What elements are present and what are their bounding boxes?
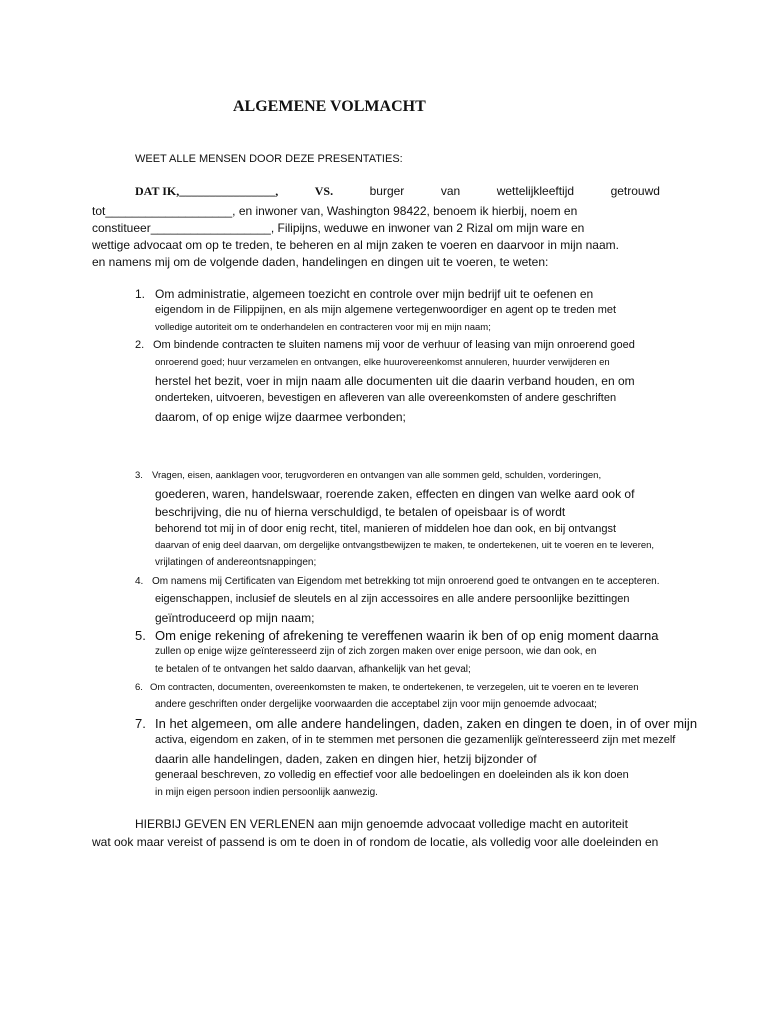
vs-label: VS. — [314, 184, 334, 198]
list-item-line: andere geschriften onder dergelijke voorwaarden die acceptabel zijn voor mijn genoemde advocaat; — [155, 699, 597, 710]
list-item-line: generaal beschreven, zo volledig en effectief voor alle bedoelingen en doeleinden als ik kon doen — [155, 769, 629, 781]
item-number: 7. — [135, 716, 146, 731]
paragraph-line: wettige advocaat om op te treden, te beheren en al mijn zaken te voeren en daarvoor in mijn naam. — [92, 238, 619, 252]
list-item-line: Om namens mij Certificaten van Eigendom met betrekking tot mijn onroerend goed te ontvangen en te accepteren. — [152, 576, 660, 587]
list-item-line: eigendom in de Filippijnen, en als mijn algemene vertegenwoordiger en agent op te treden met — [155, 304, 617, 316]
dat-ik-label: DAT IK,________________, — [135, 184, 279, 198]
item-number: 6. — [135, 682, 143, 693]
word-burger: burger — [369, 184, 405, 198]
list-item-line — [155, 288, 700, 300]
grantor-line — [135, 185, 660, 197]
list-item-line: in mijn eigen persoon indien persoonlijk aanwezig. — [155, 787, 378, 798]
list-item-line: daarin alle handelingen, daden, zaken en dingen hier, hetzij bijzonder of — [155, 752, 537, 766]
word-wettelijkleeftijd: wettelijkleeftijd — [496, 184, 575, 198]
list-item-line: goederen, waren, handelswaar, roerende zaken, effecten en dingen van welke aard ook of — [155, 487, 635, 501]
list-item-line: beschrijving, die nu of hierna verschuldigd, te betalen of opeisbaar is of wordt — [155, 505, 566, 519]
item-number: 4. — [135, 576, 144, 587]
item-number: 1. — [135, 287, 146, 301]
closing-line: wat ook maar vereist of passend is om te doen in of rondom de locatie, als volledig voor alle doeleinden en — [92, 835, 659, 849]
closing-line: HIERBIJ GEVEN EN VERLENEN aan mijn genoemde advocaat volledige macht en autoriteit — [135, 817, 628, 831]
intro-line: WEET ALLE MENSEN DOOR DEZE PRESENTATIES: — [135, 153, 403, 165]
list-item-line: volledige autoriteit om te onderhandelen en contracteren voor mij en mijn naam; — [155, 322, 491, 333]
list-item-text: Om administratie, algemeen toezicht en controle over mijn bedrijf uit te oefenen en — [155, 287, 594, 301]
list-item-line: vrijlatingen of andereontsnappingen; — [155, 557, 317, 568]
list-item-line: onroerend goed; huur verzamelen en ontvangen, elke huurovereenkomst annuleren, huurder verwijderen en — [155, 357, 610, 368]
list-item-line: geïntroduceerd op mijn naam; — [155, 611, 315, 625]
list-item-line: In het algemeen, om alle andere handelingen, daden, zaken en dingen te doen, in of over mijn — [155, 716, 698, 731]
item-number: 2. — [135, 339, 145, 351]
list-item-line: activa, eigendom en zaken, of in te stemmen met personen die gezamenlijk geïnteresseerd zijn met mezelf — [155, 734, 676, 746]
word-van: van — [440, 184, 461, 198]
list-item-line: Om enige rekening of afrekening te vereffenen waarin ik ben of op enig moment daarna — [155, 628, 659, 643]
list-item-line: Om contracten, documenten, overeenkomsten te maken, te ondertekenen, te verzegelen, uit te voeren en te leveren — [150, 682, 639, 693]
item-number: 3. — [135, 470, 143, 481]
item-number: 5. — [135, 628, 146, 643]
list-item-line: herstel het bezit, voer in mijn naam alle documenten uit die daarin verband houden, en om — [155, 374, 635, 388]
list-item-line: Vragen, eisen, aanklagen voor, terugvorderen en ontvangen van alle sommen geld, schulden, vorderingen, — [152, 470, 602, 481]
document-title: ALGEMENE VOLMACHT — [233, 98, 426, 115]
list-item-line: te betalen of te ontvangen het saldo daarvan, afhankelijk van het geval; — [155, 664, 471, 675]
list-item-line: eigenschappen, inclusief de sleutels en al zijn accessoires en alle andere persoonlijke bezittingen — [155, 593, 630, 605]
list-item-line: Om bindende contracten te sluiten namens mij voor de verhuur of leasing van mijn onroerend goed — [153, 339, 635, 351]
list-item-line: zullen op enige wijze geïnteresseerd zijn of zich zorgen maken over enige persoon, wie dan ook, en — [155, 646, 597, 657]
list-item-line: behorend tot mij in of door enig recht, titel, manieren of middelen hoe dan ook, en bij ontvangst — [155, 523, 617, 535]
list-item-line: onderteken, uitvoeren, bevestigen en afleveren van alle overeenkomsten of andere geschriften — [155, 392, 617, 404]
list-item-line: daarvan of enig deel daarvan, om dergelijke ontvangstbewijzen te maken, te ondertekenen, uit te voeren en te leveren, — [155, 540, 655, 551]
paragraph-line: en namens mij om de volgende daden, handelingen en dingen uit te voeren, te weten: — [92, 255, 549, 269]
paragraph-line: constitueer__________________, Filipijns, weduwe en inwoner van 2 Rizal om mijn ware en — [92, 221, 585, 235]
list-item-line: daarom, of op enige wijze daarmee verbonden; — [155, 410, 406, 424]
word-getrouwd: getrouwd — [610, 184, 660, 198]
paragraph-line: tot___________________, en inwoner van, Washington 98422, benoem ik hierbij, noem en — [92, 204, 578, 218]
